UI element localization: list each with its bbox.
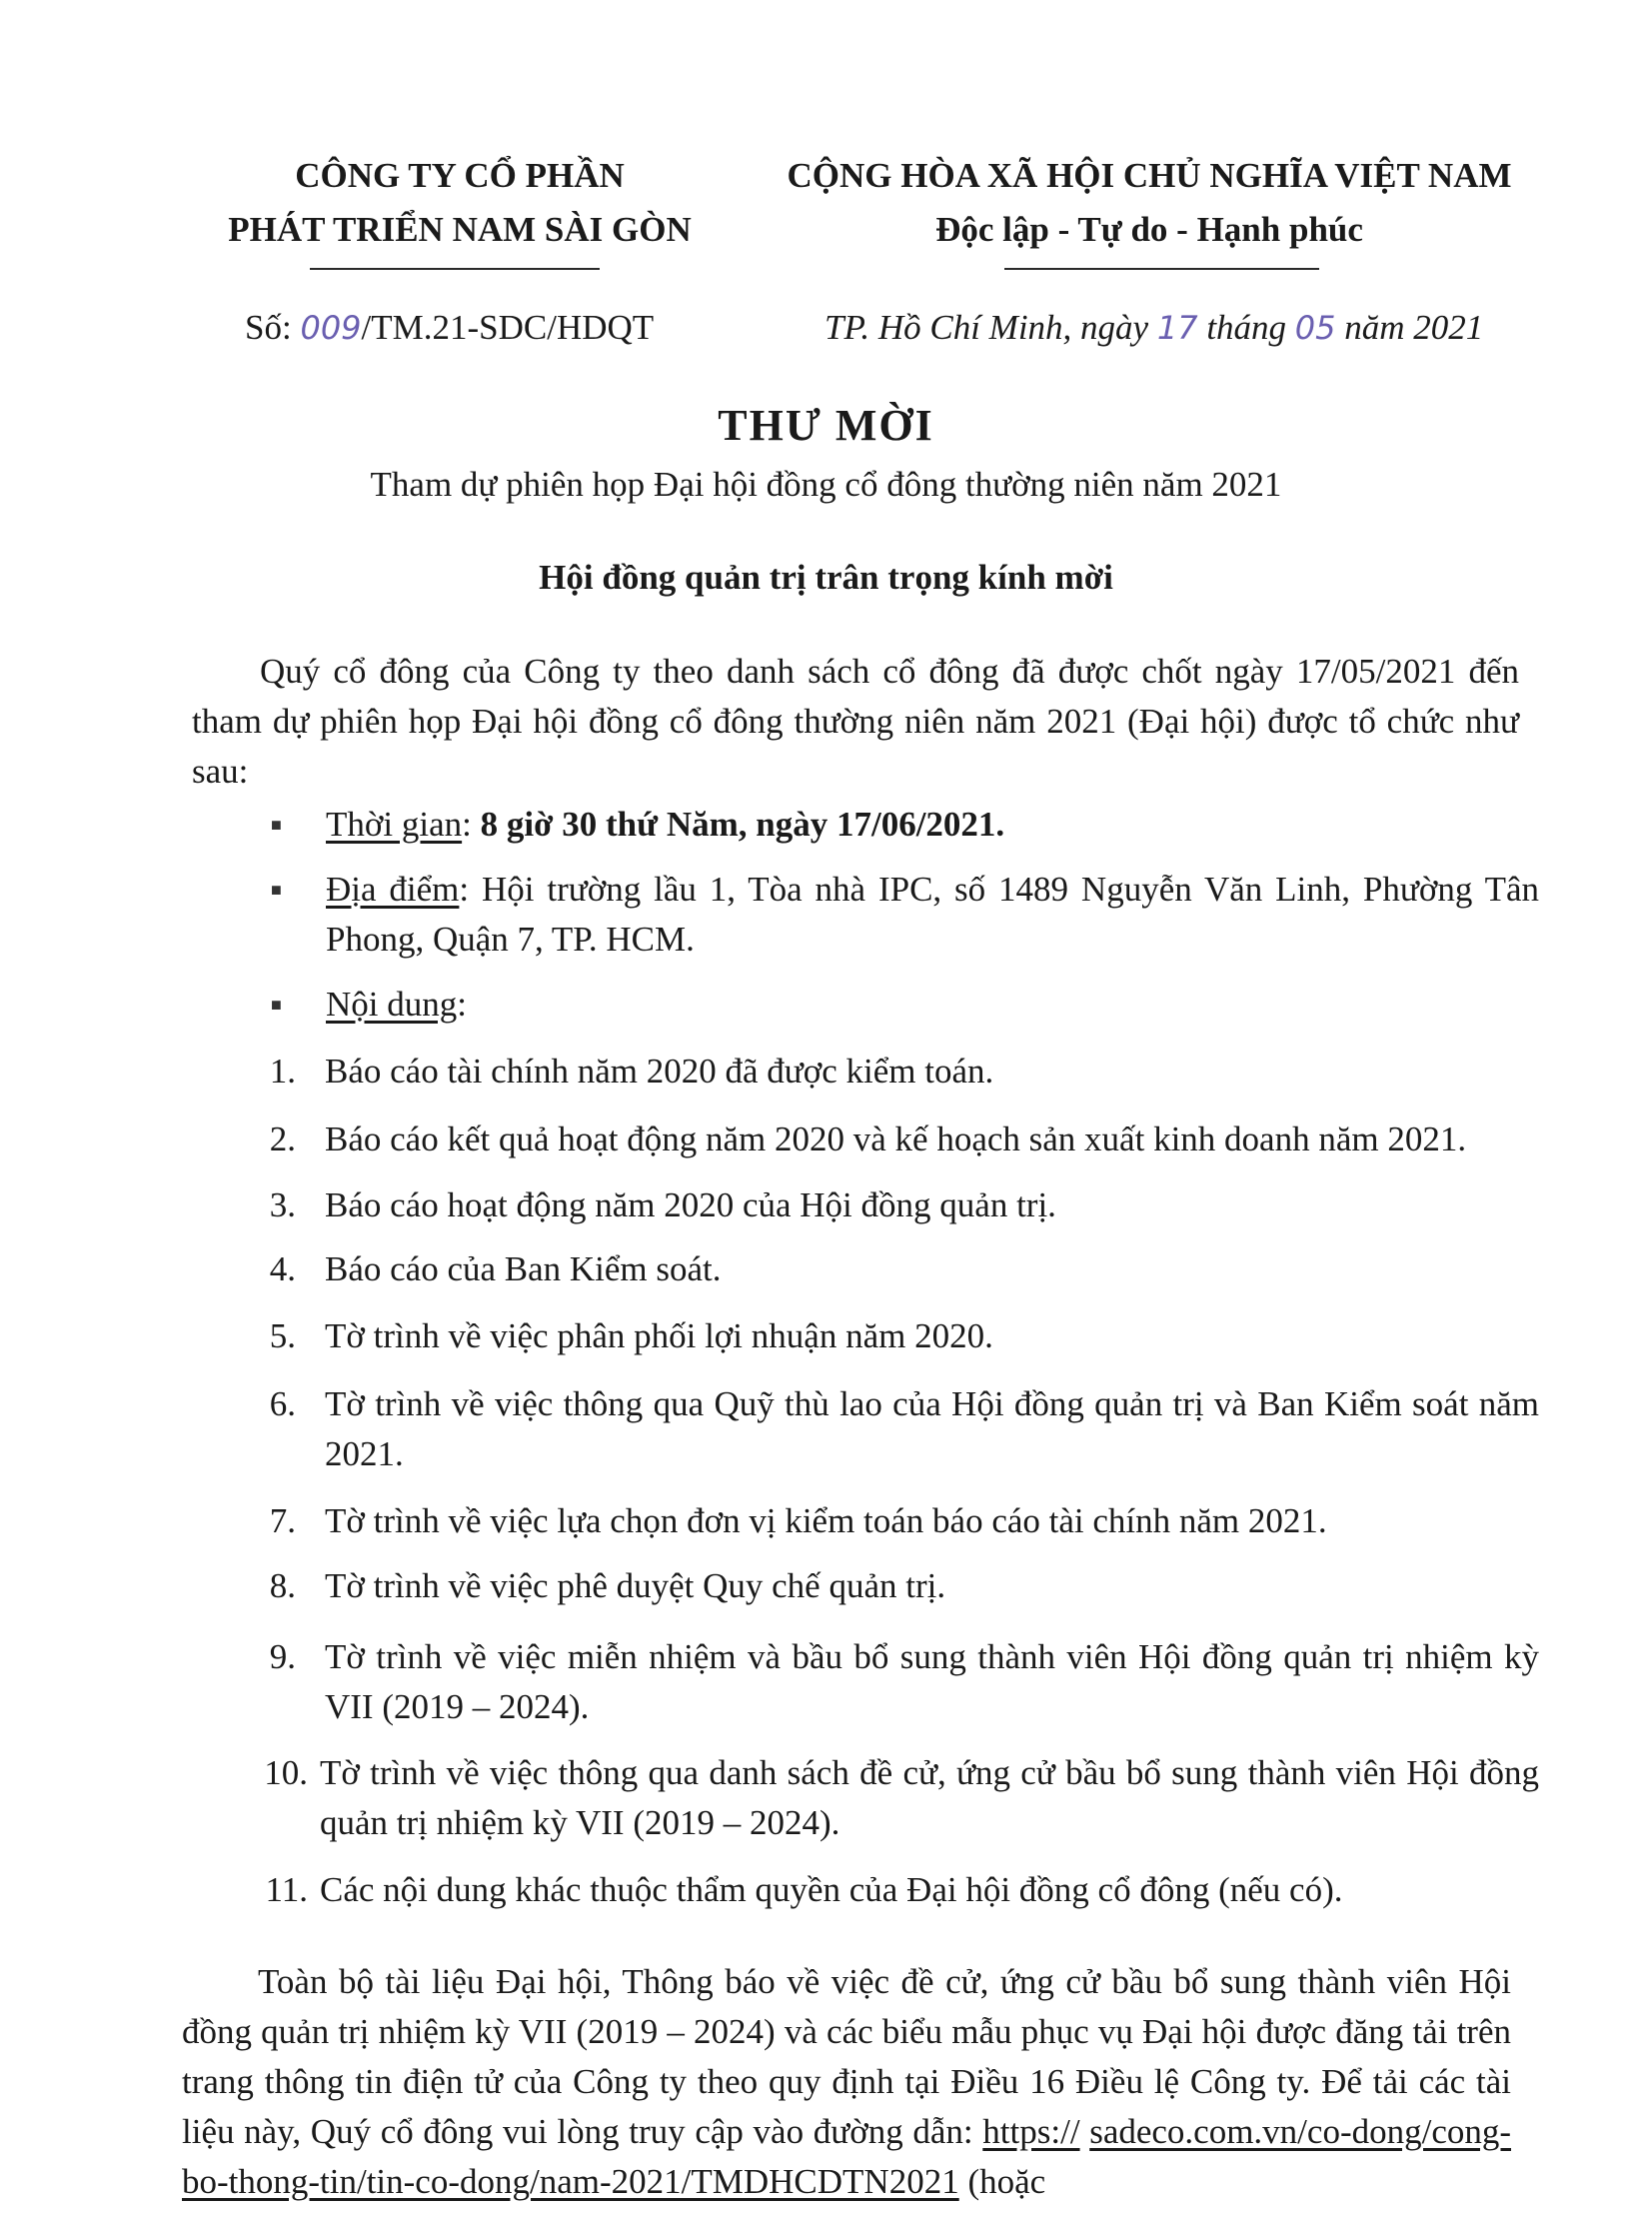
bullet-place: Địa điểm: Hội trường lầu 1, Tòa nhà IPC, số 1489 Nguyễn Văn Linh, Phường Tân Phong, Quận 7, TP. HCM. xyxy=(326,870,1539,959)
document-number-prefix: Số: xyxy=(245,308,301,347)
closing-text: Toàn bộ tài liệu Đại hội, Thông báo về việc đề cử, ứng cử bầu bổ sung thành viên Hội đồng quản trị nhiệm kỳ VII (2019 – 2024) và các biểu mẫu phục vụ Đại hội được đăng tải trên trang thông tin điện tử của Công ty theo quy định tại Điều 16 Điều lệ Công ty. Để tải các tài liệu này, Quý cổ đông vui lòng truy cập vào đường dẫn: xyxy=(182,1962,1511,2151)
agenda-item: Báo cáo kết quả hoạt động năm 2020 và kế hoạch sản xuất kinh doanh năm 2021. xyxy=(325,1119,1467,1158)
company-name-line2: PHÁT TRIỂN NAM SÀI GÒN xyxy=(228,210,692,249)
agenda-item: Báo cáo của Ban Kiểm soát. xyxy=(325,1249,722,1288)
place-date-part1: TP. Hồ Chí Minh, ngày xyxy=(825,308,1157,347)
place-date-part3: năm 2021 xyxy=(1335,308,1484,347)
company-name-line1: CÔNG TY CỔ PHẦN xyxy=(295,156,625,195)
content-label: Nội dung xyxy=(326,985,458,1024)
agenda-number: 2. xyxy=(269,1119,296,1158)
agenda-number: 3. xyxy=(269,1185,296,1224)
agenda-item: Các nội dung khác thuộc thẩm quyền của Đại hội đồng cổ đông (nếu có). xyxy=(320,1870,1343,1909)
agenda-number: 11. xyxy=(265,1870,308,1909)
agenda-number: 9. xyxy=(269,1637,296,1676)
document-subtitle: Tham dự phiên họp Đại hội đồng cổ đông thường niên năm 2021 xyxy=(370,465,1282,504)
agenda-number: 6. xyxy=(269,1384,296,1423)
agenda-item: Tờ trình về việc phân phối lợi nhuận năm 2020. xyxy=(325,1316,993,1355)
agenda-item: Tờ trình về việc phê duyệt Quy chế quản trị. xyxy=(325,1566,946,1605)
national-title: CỘNG HÒA XÃ HỘI CHỦ NGHĨA VIỆT NAM xyxy=(787,156,1512,195)
place-date-part2: tháng xyxy=(1197,308,1295,347)
day-handwritten: 17 xyxy=(1156,309,1198,347)
place-date xyxy=(825,308,1483,348)
agenda-item: Tờ trình về việc thông qua danh sách đề cử, ứng cử bầu bổ sung thành viên Hội đồng quản trị nhiệm kỳ VII (2019 – 2024). xyxy=(320,1753,1539,1842)
agenda-item: Tờ trình về việc thông qua Quỹ thù lao của Hội đồng quản trị và Ban Kiểm soát năm 2021. xyxy=(325,1384,1539,1473)
bullet-mark-content: ■ xyxy=(271,995,282,1015)
agenda-item: Báo cáo tài chính năm 2020 đã được kiểm toán. xyxy=(325,1052,994,1091)
closing-text-continued: (hoặc xyxy=(967,2162,1046,2201)
invitation-heading: Hội đồng quản trị trân trọng kính mời xyxy=(539,558,1113,597)
bullet-mark-time: ■ xyxy=(271,815,282,835)
bullet-content: Nội dung: xyxy=(326,985,467,1024)
place-label: Địa điểm xyxy=(326,870,460,909)
closing-paragraph xyxy=(182,1957,1511,2207)
place-value: Hội trường lầu 1, Tòa nhà IPC, số 1489 Nguyễn Văn Linh, Phường Tân Phong, Quận 7, TP. HCM. xyxy=(326,870,1539,959)
agenda-number: 10. xyxy=(264,1753,308,1792)
intro-paragraph: Quý cổ đông của Công ty theo danh sách cổ đông đã được chốt ngày 17/05/2021 đến tham dự phiên họp Đại hội đồng cổ đông thường niên năm 2021 (Đại hội) được tổ chức như sau: xyxy=(192,652,1519,791)
month-handwritten: 05 xyxy=(1294,309,1336,347)
document-title: THƯ MỜI xyxy=(718,401,934,450)
agenda-number: 7. xyxy=(269,1501,296,1540)
documents-link-path[interactable]: sadeco.com.vn/co-dong/cong-bo-thong-tin/tin-co-dong/nam-2021/TMDHCDTN2021 xyxy=(182,2112,1512,2201)
agenda-item: Báo cáo hoạt động năm 2020 của Hội đồng quản trị. xyxy=(325,1185,1056,1224)
agenda-item: Tờ trình về việc miễn nhiệm và bầu bổ sung thành viên Hội đồng quản trị nhiệm kỳ VII (2019 – 2024). xyxy=(325,1637,1539,1726)
agenda-number: 1. xyxy=(269,1052,296,1091)
company-underline xyxy=(310,268,600,270)
agenda-number: 8. xyxy=(269,1566,296,1605)
documents-link[interactable]: https:// xyxy=(982,2112,1080,2151)
time-value: 8 giờ 30 thứ Năm, ngày 17/06/2021. xyxy=(480,805,1005,844)
bullet-time: Thời gian: 8 giờ 30 thứ Năm, ngày 17/06/2021. xyxy=(326,805,1005,844)
document-number-suffix: /TM.21-SDC/HDQT xyxy=(361,308,655,347)
document-number xyxy=(245,308,654,348)
agenda-number: 5. xyxy=(269,1316,296,1355)
national-motto: Độc lập - Tự do - Hạnh phúc xyxy=(935,210,1363,249)
agenda-number: 4. xyxy=(269,1249,296,1288)
time-label: Thời gian xyxy=(326,805,463,844)
motto-underline xyxy=(1004,268,1319,270)
agenda-item: Tờ trình về việc lựa chọn đơn vị kiểm toán báo cáo tài chính năm 2021. xyxy=(325,1501,1327,1540)
bullet-mark-place: ■ xyxy=(271,880,282,900)
document-number-handwritten: 009 xyxy=(300,309,362,347)
